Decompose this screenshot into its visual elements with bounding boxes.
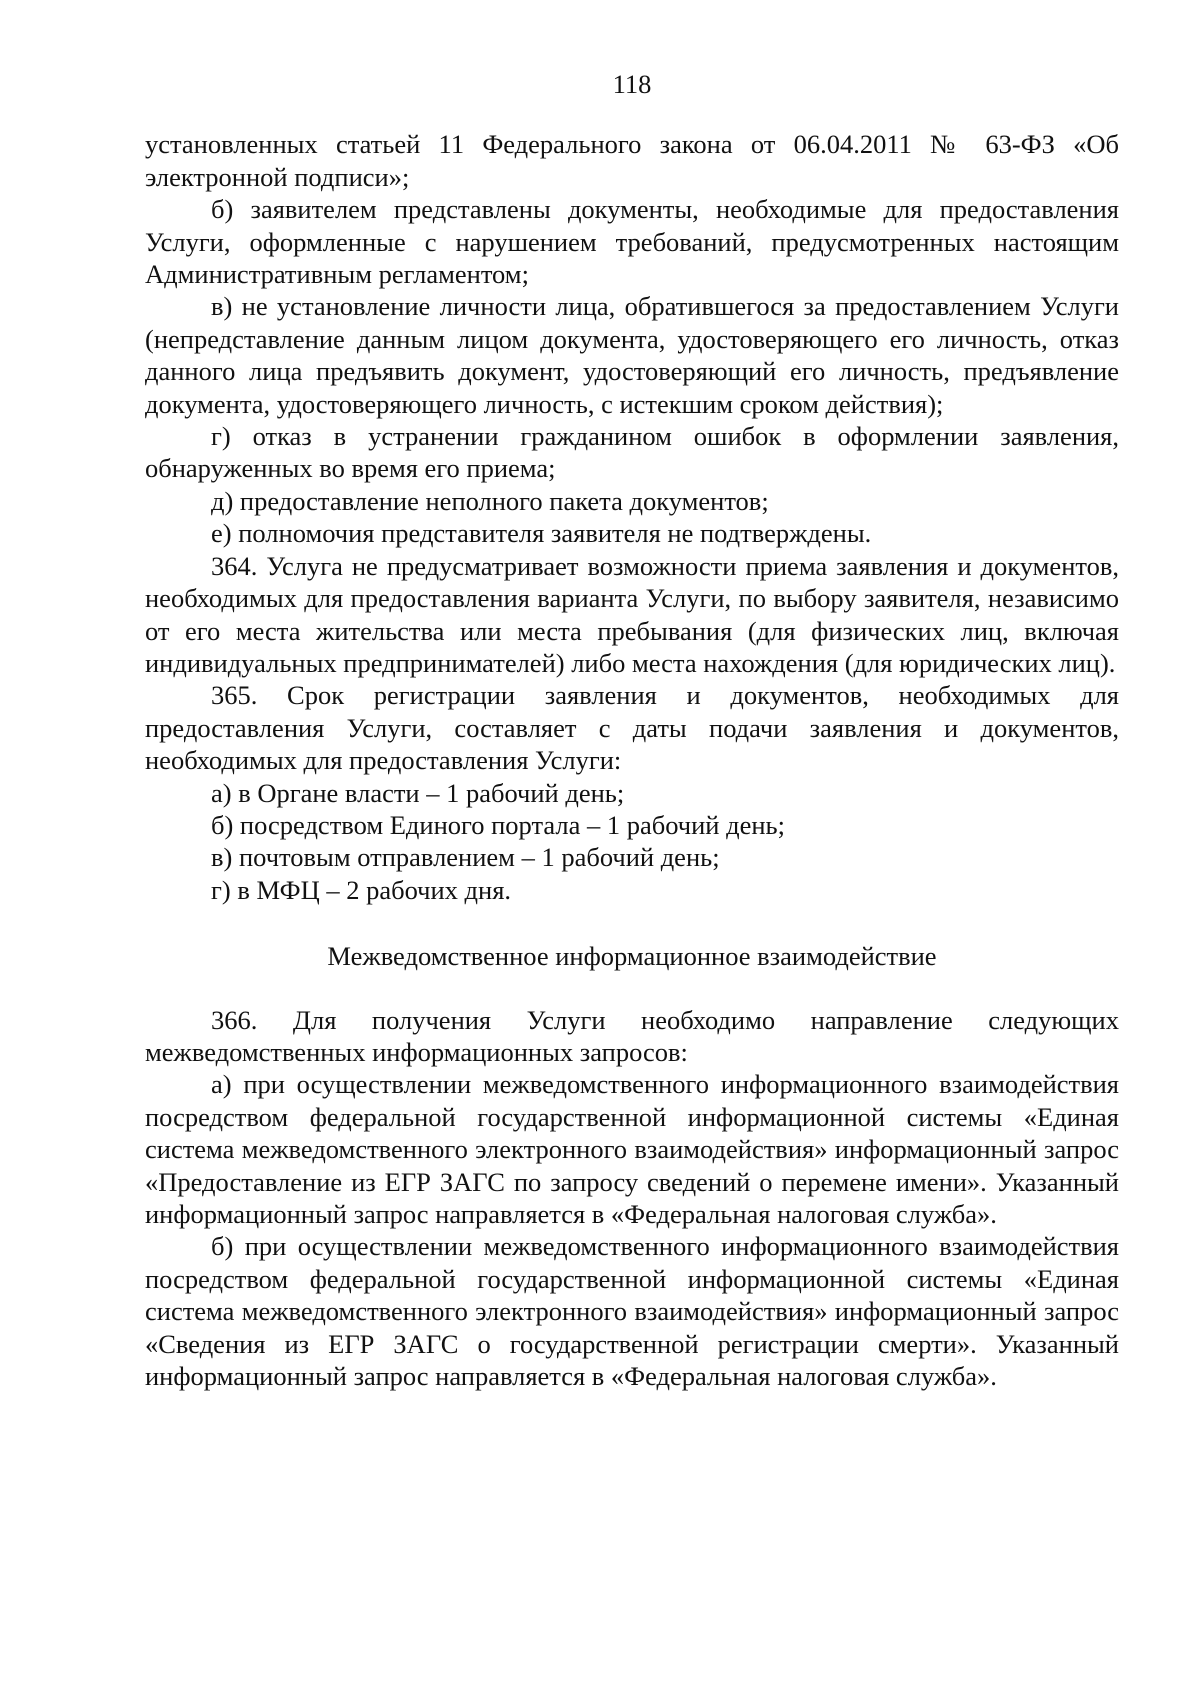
spacer (145, 906, 1119, 940)
list-item-g: г) отказ в устранении гражданином ошибок в оформлении заявления, обнаруженных во время его приема; (145, 421, 1119, 484)
list-item-b-term: б) посредством Единого портала – 1 рабочий день; (211, 809, 785, 840)
paragraph-366: 366. Для получения Услуги необходимо направление следующих межведомственных информационных запросов: (145, 1004, 1119, 1067)
list-item-g-term: г) в МФЦ – 2 рабочих дня. (211, 874, 512, 905)
list-item-b-request: б) при осуществлении межведомственного информационного взаимодействия посредством федеральной государственной информационной системы «Единая система межведомственного электронного взаимодействия» информационный запрос «Сведения из ЕГР ЗАГС о государственной регистрации смерти». Указанный информационный запрос направляется в «Федеральная налоговая служба». (145, 1231, 1119, 1392)
list-item-b: б) заявителем представлены документы, необходимые для предоставления Услуги, оформленные с нарушением требований, предусмотренных настоящим Административным регламентом; (145, 194, 1119, 290)
list-item-e: е) полномочия представителя заявителя не подтверждены. (211, 518, 872, 549)
page-number: 118 (612, 69, 652, 99)
paragraph-continuation: установленных статьей 11 Федерального закона от 06.04.2011 № 63-ФЗ «Об электронной подписи»; (145, 129, 1119, 192)
list-item-d: д) предоставление неполного пакета документов; (211, 485, 769, 516)
list-item-a-term: а) в Органе власти – 1 рабочий день; (211, 777, 625, 808)
list-item-v-term: в) почтовым отправлением – 1 рабочий день; (211, 842, 720, 873)
paragraph-365: 365. Срок регистрации заявления и документов, необходимых для предоставления Услуги, составляет с даты подачи заявления и документов, необходимых для предоставления Услуги: (145, 680, 1119, 776)
list-item-a-request: а) при осуществлении межведомственного информационного взаимодействия посредством федеральной государственной информационной системы «Единая система межведомственного электронного взаимодействия» информационный запрос «Предоставление из ЕГР ЗАГС по запросу сведений о перемене имени». Указанный информационный запрос направляется в «Федеральная налоговая служба». (145, 1069, 1119, 1229)
spacer (145, 973, 1119, 1004)
list-item-v: в) не установление личности лица, обратившегося за предоставлением Услуги (непредставление данным лицом документа, удостоверяющего его личность, отказ данного лица предъявить документ, удостоверяющий его личность, предъявление документа, удостоверяющего личность, с истекшим сроком действия); (145, 291, 1119, 419)
section-heading: Межведомственное информационное взаимодействие (327, 941, 937, 972)
paragraph-364: 364. Услуга не предусматривает возможности приема заявления и документов, необходимых для предоставления варианта Услуги, по выбору заявителя, независимо от его места жительства или места пребывания (для физических лиц, включая индивидуальных предпринимателей) либо места нахождения (для юридических лиц). (145, 550, 1119, 678)
